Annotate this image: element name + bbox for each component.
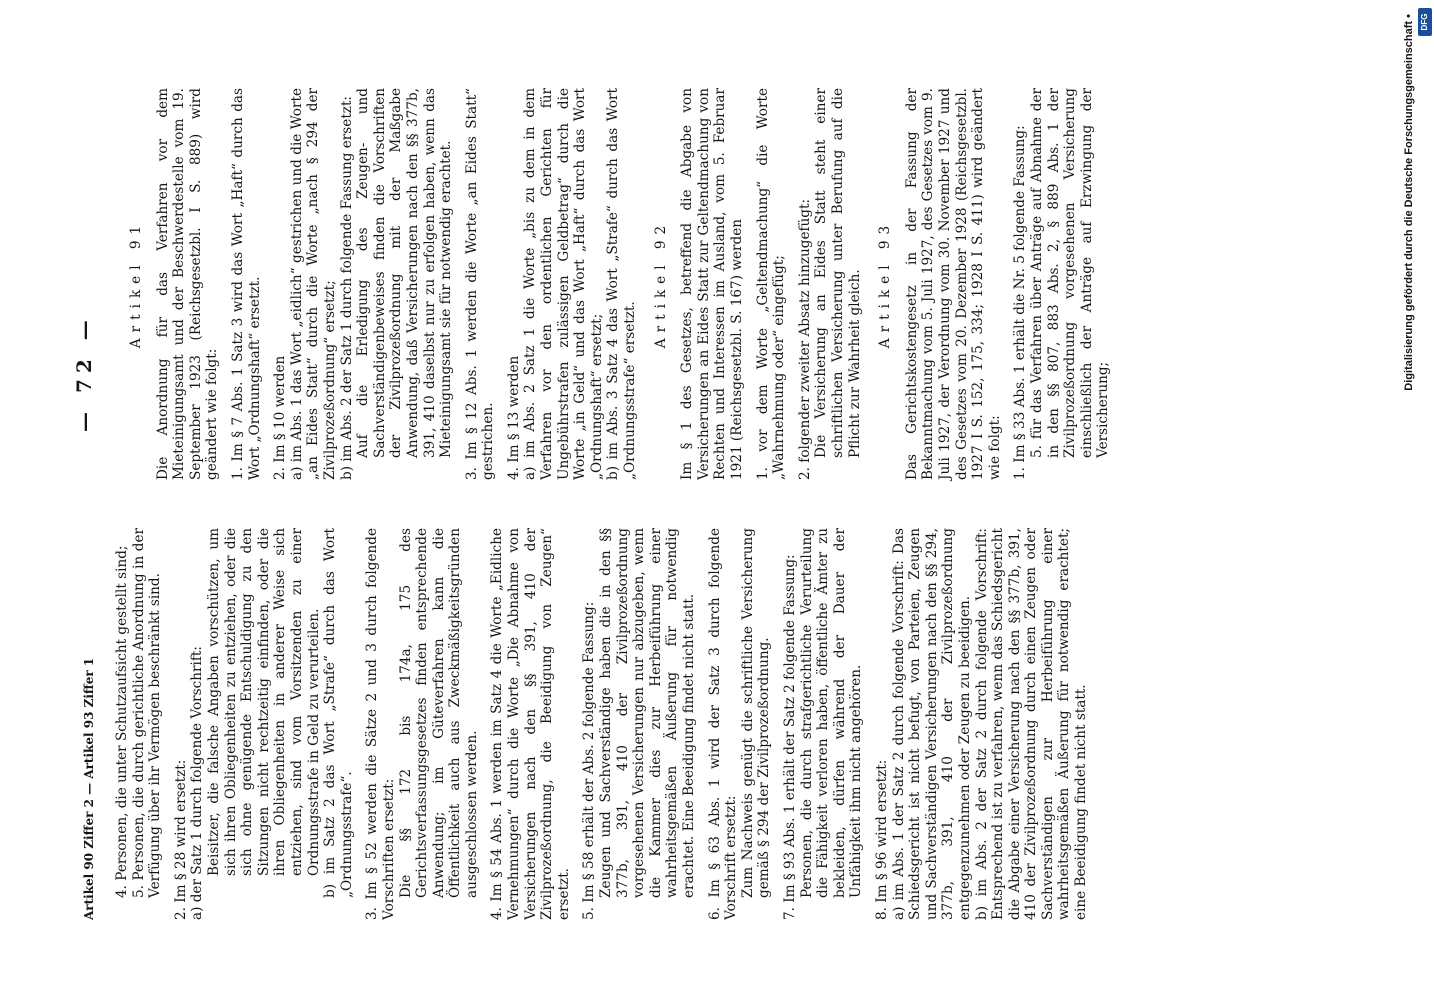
- left-column-paragraph: Zum Nachweis genügt die schriftliche Versicherung gemäß § 294 der Zivilprozeßordnung.: [739, 528, 773, 898]
- left-column-paragraph: 7. Im § 93 Abs. 1 erhält der Satz 2 folgende Fassung:: [781, 554, 798, 920]
- right-column-paragraph: 4. Im § 13 werden: [505, 355, 522, 480]
- left-column-paragraph: 6. Im § 63 Abs. 1 wird der Satz 3 durch folgende Vorschrift ersetzt:: [706, 528, 740, 920]
- article-heading: Artikel 92: [652, 219, 669, 349]
- right-column-paragraph: 1. Im § 33 Abs. 1 erhält die Nr. 5 folgende Fassung:: [1012, 125, 1029, 480]
- left-column-paragraph: Zeugen und Sachverständige haben die in den §§ 377b, 391, 410 der Zivilprozeßordnung vorgesehenen Versicherungen nur abzugeben, wenn die Kammer dies zur Herbeiführung einer wahrheitsgemäßen Äußerung für notwendig erachtet. Eine Beeidigung findet nicht statt.: [598, 528, 697, 898]
- right-column-paragraph: b) im Abs. 3 Satz 4 das Wort „Strafe“ durch das Wort „Ordnungsstrafe“ ersetzt.: [605, 88, 639, 480]
- digitization-notice-text: Digitalisierung gefördert durch die Deutsche Forschungsgemeinschaft •: [1403, 14, 1415, 391]
- left-column-paragraph: b) im Satz 2 das Wort „Strafe“ durch das Wort „Ordnungsstrafe“.: [322, 528, 355, 898]
- page-header: [72, 40, 106, 920]
- left-column-paragraph: 8. Im § 96 wird ersetzt:: [873, 759, 890, 920]
- left-column-paragraph: Beisitzer, die falsche Angaben vorschützen, um sich ihren Obliegenheiten zu entziehen, oder die sich ohne genügende Entschuldigung zu den Sitzungen nicht rechtzeitig einfinden, oder die ihren Obliegenheiten in anderer Weise sich entziehen, sind vom Vorsitzenden zu einer Ordnungsstrafe in Geld zu verurteilen.: [205, 528, 322, 876]
- page-number: — 72 —: [72, 314, 96, 432]
- left-column: [114, 528, 1090, 920]
- right-column-paragraph: a) im Abs. 2 Satz 1 die Worte „bis zu dem in dem Verfahren vor den ordentlichen Gerichten für Ungebührstrafen zulässigen Geldbetrag“ durch die Worte „in Geld“ und das Wort „Haft“ durch das Wort „Ordnungshaft“ ersetzt;: [522, 88, 605, 480]
- running-head: Artikel 90 Ziffer 2 — Artikel 93 Ziffer 1: [82, 657, 96, 920]
- left-column-paragraph: b) im Abs. 2 der Satz 2 durch folgende Vorschrift: Entsprechend ist zu verfahren, wenn das Schiedsgericht die Abgabe einer Versicherung nach den §§ 377b, 391, 410 der Zivilprozeßordnung durch einen Zeugen oder Sachverständigen zur Herbeiführung einer wahrheitsgemäßen Äußerung für notwendig erachtet; eine Beeidigung findet nicht statt.: [973, 528, 1090, 920]
- right-column-paragraph: 1. vor dem Worte „Geltendmachung“ die Worte „Wahrnehmung oder“ eingefügt;: [754, 88, 788, 480]
- left-column-paragraph: 4. Im § 54 Abs. 1 werden im Satz 4 die Worte „Eidliche Vernehmungen“ durch die Worte „Die Abnahme von Versicherungen nach den §§ 391, 410 der Zivilprozeßordnung, die Beeidigung von Zeugen“ ersetzt.: [489, 528, 572, 920]
- right-column-paragraph: 3. Im § 12 Abs. 1 werden die Worte „an Eides Statt“ gestrichen.: [463, 88, 497, 480]
- right-column-paragraph: Die Anordnung für das Verfahren vor dem Mieteinigungsamt und der Beschwerdestelle vom 19. September 1923 (Reichsgesetzbl. I S. 889) wird geändert wie folgt:: [154, 88, 221, 480]
- right-column-paragraph: 2. folgender zweiter Absatz hinzugefügt:: [796, 198, 813, 480]
- left-column-paragraph: a) der Satz 1 durch folgende Vorschrift:: [189, 646, 206, 920]
- dfg-logo: [1418, 8, 1432, 36]
- digitization-notice: [1400, 10, 1418, 990]
- left-column-paragraph: 5. Im § 58 erhält der Abs. 2 folgende Fassung:: [581, 601, 598, 920]
- article-heading: Artikel 93: [877, 219, 894, 349]
- left-column-paragraph: Personen, die durch strafgerichtliche Verurteilung die Fähigkeit verloren haben, öffentliche Ämter zu bekleiden, dürfen während der Dauer der Unfähigkeit ihm nicht angehören.: [798, 528, 865, 898]
- right-column-paragraph: a) im Abs. 1 das Wort „eidlich“ gestrichen und die Worte „an Eides Statt“ durch die Worte „nach § 294 der Zivilprozeßordnung“ ersetzt;: [288, 88, 338, 480]
- dfg-logo-label: DFG: [1420, 13, 1429, 31]
- right-column-paragraph: Im § 1 des Gesetzes, betreffend die Abgabe von Versicherungen an Eides Statt zur Geltendmachung von Rechten und Interessen im Ausland, vom 5. Februar 1921 (Reichsgesetzbl. S. 167) werden: [679, 88, 745, 480]
- left-column-paragraph: 4. Personen, die unter Schutzaufsicht gestellt sind;: [114, 545, 130, 898]
- left-column-paragraph: Die §§ 172 bis 174a, 175 des Gerichtsverfassungsgesetzes finden entsprechende Anwendung; im Güteverfahren kann die Öffentlichkeit auch aus Zweckmäßigkeitsgründen ausgeschlossen werden.: [397, 528, 480, 898]
- right-column: [114, 88, 1112, 480]
- right-column-paragraph: 5. für das Verfahren über Anträge auf Abnahme der in den §§ 807, 883 Abs. 2, § 889 Abs. 1 der Zivilprozeßordnung vorgesehenen Versicherung einschließlich der Anträge auf Erzwingung der Versicherung;: [1028, 88, 1112, 458]
- right-column-paragraph: 1. Im § 7 Abs. 1 Satz 3 wird das Wort „Haft“ durch das Wort „Ordnungshaft“ ersetzt.: [229, 88, 263, 480]
- article-heading: Artikel 91: [128, 219, 144, 349]
- left-column-paragraph: 2. Im § 28 wird ersetzt:: [172, 759, 189, 920]
- right-column-paragraph: Das Gerichtskostengesetz in der Fassung der Bekanntmachung vom 5. Juli 1927, des Gesetzes vom 9. Juli 1927, der Verordnung vom 30. November 1927 und des Gesetzes vom 20. Dezember 1928 (Reichsgesetzbl. 1927 I S. 152, 175, 334; 1928 I S. 411) wird geändert wie folgt:: [903, 88, 1003, 480]
- left-column-paragraph: 3. Im § 52 werden die Sätze 2 und 3 durch folgende Vorschriften ersetzt:: [364, 528, 397, 920]
- right-column-paragraph: Die Versicherung an Eides Statt steht einer schriftlichen Versicherung unter Berufung auf die Pflicht zur Wahrheit gleich.: [813, 88, 863, 458]
- left-column-paragraph: a) im Abs. 1 der Satz 2 durch folgende Vorschrift: Das Schiedsgericht ist nicht befugt, von Parteien, Zeugen und Sachverständigen Versicherungen nach den §§ 294, 377b, 391, 410 der Zivilprozeßordnung entgegenzunehmen oder Zeugen zu beeidigen.: [890, 528, 973, 920]
- right-column-paragraph: 2. Im § 10 werden: [272, 355, 289, 480]
- right-column-paragraph: Auf die Erledigung des Zeugen- und Sachverständigenbeweises finden die Vorschriften der Zivilprozeßordnung mit der Maßgabe Anwendung, daß Versicherungen nach den §§ 377b, 391, 410 daselbst nur zu erfolgen haben, wenn das Mieteinigungsamt sie für notwendig erachtet.: [355, 88, 455, 458]
- right-column-paragraph: b) im Abs. 2 der Satz 1 durch folgende Fassung ersetzt:: [338, 96, 355, 480]
- left-column-paragraph: 5. Personen, die durch gerichtliche Anordnung in der Verfügung über ihr Vermögen beschränkt sind.: [130, 528, 164, 898]
